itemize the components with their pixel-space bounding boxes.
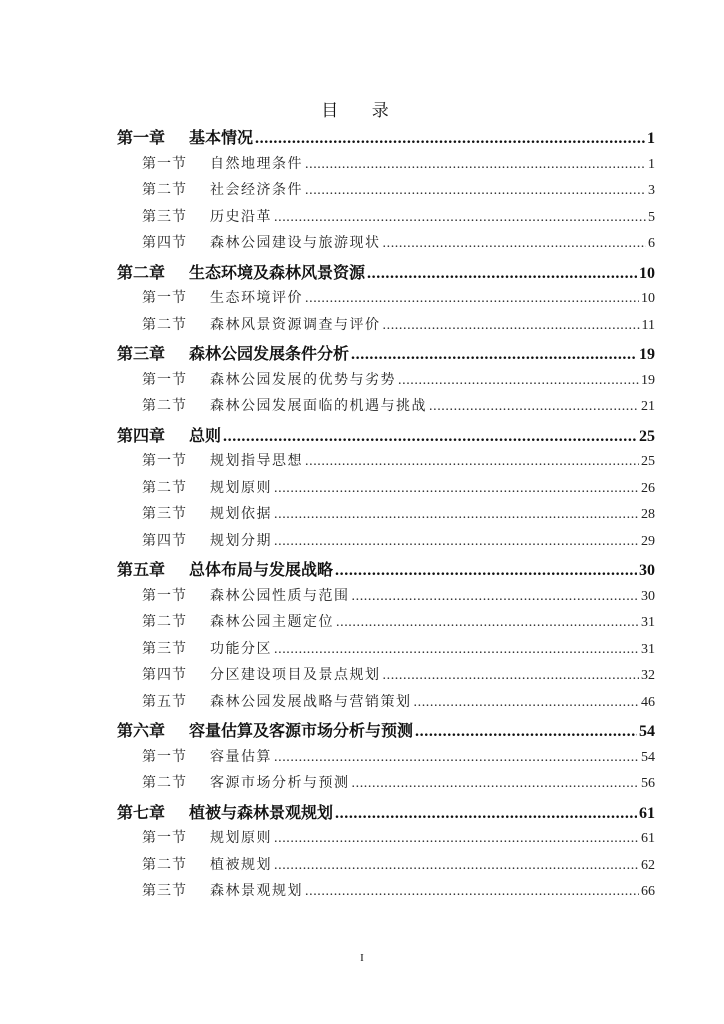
toc-section-entry[interactable] (117, 314, 655, 341)
leader-dots (274, 481, 639, 497)
leader-dots (274, 750, 639, 766)
section-page-number: 1 (648, 156, 655, 172)
section-page-number: 6 (648, 236, 655, 251)
chapter-number: 第七章 (117, 802, 166, 822)
chapter-page-number: 61 (639, 804, 655, 822)
toc-section-entry[interactable] (117, 395, 655, 422)
leader-dots (274, 831, 639, 847)
leader-dots (255, 130, 645, 148)
toc-section-entry[interactable] (117, 179, 655, 206)
section-title: 历史沿革 (210, 208, 272, 225)
leader-dots (223, 428, 637, 446)
leader-dots (415, 723, 637, 741)
chapter-title: 总则 (189, 425, 222, 445)
chapter-number: 第三章 (117, 344, 166, 363)
toc-chapter-entry[interactable] (117, 718, 655, 746)
section-number: 第一节 (142, 830, 187, 846)
section-page-number: 28 (641, 507, 655, 522)
leader-dots (274, 858, 639, 874)
section-title: 森林公园性质与范围 (210, 587, 350, 604)
leader-dots (305, 454, 639, 470)
section-number: 第二节 (142, 775, 187, 791)
toc-chapter-entry[interactable] (117, 260, 655, 288)
chapter-number: 第四章 (117, 425, 166, 445)
section-number: 第二节 (142, 316, 187, 333)
toc-section-entry[interactable] (117, 450, 655, 477)
chapter-page-number: 10 (639, 264, 655, 282)
toc-section-entry[interactable] (117, 638, 655, 665)
toc-section-entry[interactable] (117, 772, 655, 799)
section-title: 功能分区 (210, 640, 272, 657)
toc-section-entry[interactable] (117, 854, 655, 881)
section-title: 社会经济条件 (210, 182, 303, 198)
toc-section-entry[interactable] (117, 691, 655, 718)
leader-dots (305, 291, 639, 307)
leader-dots (398, 373, 639, 389)
section-page-number: 61 (641, 831, 655, 846)
section-number: 第二节 (142, 182, 187, 198)
section-number: 第二节 (142, 614, 187, 630)
toc-section-entry[interactable] (117, 477, 655, 504)
toc-section-entry[interactable] (117, 206, 655, 233)
section-page-number: 56 (641, 776, 655, 791)
toc-section-entry[interactable] (117, 153, 655, 180)
chapter-number: 第二章 (117, 262, 166, 282)
leader-dots (352, 776, 640, 792)
section-page-number: 3 (648, 183, 655, 198)
toc-section-entry[interactable] (117, 369, 655, 396)
section-number: 第四节 (142, 667, 187, 683)
section-title: 森林风景资源调查与评价 (210, 316, 381, 333)
section-number: 第一节 (142, 155, 187, 172)
leader-dots (274, 210, 646, 226)
chapter-title: 总体布局与发展战略 (189, 560, 334, 579)
toc-section-entry[interactable] (117, 611, 655, 638)
chapter-page-number: 30 (639, 562, 655, 579)
section-number: 第二节 (142, 479, 187, 496)
section-title: 规划分期 (210, 532, 272, 549)
section-number: 第二节 (142, 856, 187, 873)
section-title: 生态环境评价 (210, 290, 303, 306)
section-number: 第二节 (142, 398, 187, 414)
section-title: 规划指导思想 (210, 453, 303, 469)
section-page-number: 25 (641, 454, 655, 469)
section-page-number: 21 (641, 399, 655, 414)
chapter-number: 第一章 (117, 128, 166, 147)
section-number: 第四节 (142, 532, 187, 549)
toc-chapter-entry[interactable] (117, 800, 655, 828)
leader-dots (352, 589, 640, 605)
toc-section-entry[interactable] (117, 664, 655, 691)
leader-dots (305, 884, 639, 900)
section-page-number: 30 (641, 588, 655, 604)
toc-chapter-entry[interactable] (117, 423, 655, 451)
section-title: 客源市场分析与预测 (210, 775, 350, 791)
toc-section-entry[interactable] (117, 503, 655, 530)
chapter-title: 基本情况 (189, 128, 254, 147)
section-number: 第三节 (142, 208, 187, 225)
section-title: 自然地理条件 (210, 155, 303, 172)
section-title: 森林公园发展面临的机遇与挑战 (210, 398, 427, 414)
toc-section-entry[interactable] (117, 232, 655, 259)
section-number: 第三节 (142, 883, 187, 899)
section-number: 第一节 (142, 748, 187, 765)
chapter-page-number: 19 (639, 346, 655, 363)
leader-dots (383, 668, 640, 684)
section-title: 森林公园主题定位 (210, 614, 334, 630)
chapter-title: 植被与森林景观规划 (189, 802, 334, 822)
leader-dots (274, 507, 639, 523)
section-page-number: 10 (641, 291, 655, 306)
toc-section-entry[interactable] (117, 530, 655, 557)
leader-dots (414, 695, 640, 711)
toc-section-entry[interactable] (117, 746, 655, 773)
leader-dots (367, 265, 637, 283)
section-number: 第一节 (142, 453, 187, 469)
leader-dots (305, 183, 646, 199)
leader-dots (351, 346, 637, 364)
section-title: 规划原则 (210, 830, 272, 846)
section-page-number: 26 (641, 480, 655, 496)
section-number: 第一节 (142, 290, 187, 306)
section-page-number: 29 (641, 533, 655, 549)
toc-section-entry[interactable] (117, 287, 655, 314)
section-number: 第四节 (142, 235, 187, 251)
section-page-number: 32 (641, 668, 655, 683)
section-title: 森林公园发展战略与营销策划 (210, 693, 412, 710)
section-title: 森林公园发展的优势与劣势 (210, 371, 396, 388)
section-title: 规划依据 (210, 506, 272, 522)
leader-dots (383, 318, 640, 334)
toc-section-entry[interactable] (117, 827, 655, 854)
section-title: 森林公园建设与旅游现状 (210, 235, 381, 251)
toc-section-entry[interactable] (117, 880, 655, 907)
chapter-title: 森林公园发展条件分析 (189, 344, 350, 363)
chapter-number: 第五章 (117, 560, 166, 579)
section-page-number: 5 (648, 209, 655, 225)
section-title: 森林景观规划 (210, 883, 303, 899)
section-title: 规划原则 (210, 479, 272, 496)
section-title: 植被规划 (210, 856, 272, 873)
section-number: 第一节 (142, 371, 187, 388)
section-page-number: 31 (641, 641, 655, 657)
toc-section-entry[interactable] (117, 585, 655, 612)
section-page-number: 31 (641, 615, 655, 630)
chapter-number: 第六章 (117, 721, 166, 740)
chapter-title: 容量估算及客源市场分析与预测 (189, 721, 414, 740)
section-page-number: 62 (641, 857, 655, 873)
section-page-number: 19 (641, 372, 655, 388)
leader-dots (336, 615, 639, 631)
chapter-page-number: 1 (647, 130, 655, 147)
chapter-page-number: 25 (639, 427, 655, 445)
toc-chapter-entry[interactable] (117, 557, 655, 585)
leader-dots (274, 642, 639, 658)
section-page-number: 46 (641, 694, 655, 710)
leader-dots (335, 562, 637, 580)
leader-dots (305, 157, 646, 173)
section-number: 第三节 (142, 506, 187, 522)
table-of-contents (117, 124, 655, 907)
leader-dots (274, 534, 639, 550)
chapter-title: 生态环境及森林风景资源 (189, 262, 366, 282)
leader-dots (429, 399, 639, 415)
toc-chapter-entry[interactable] (117, 125, 655, 153)
page-title: 目 录 (321, 101, 403, 121)
leader-dots (335, 805, 637, 823)
chapter-page-number: 54 (639, 723, 655, 740)
section-number: 第五节 (142, 693, 187, 710)
leader-dots (383, 236, 647, 252)
section-page-number: 66 (641, 884, 655, 899)
toc-chapter-entry[interactable] (117, 341, 655, 369)
section-page-number: 11 (641, 317, 655, 333)
section-title: 分区建设项目及景点规划 (210, 667, 381, 683)
section-title: 容量估算 (210, 748, 272, 765)
section-page-number: 54 (641, 749, 655, 765)
page-number: I (360, 952, 364, 964)
section-number: 第一节 (142, 587, 187, 604)
section-number: 第三节 (142, 640, 187, 657)
